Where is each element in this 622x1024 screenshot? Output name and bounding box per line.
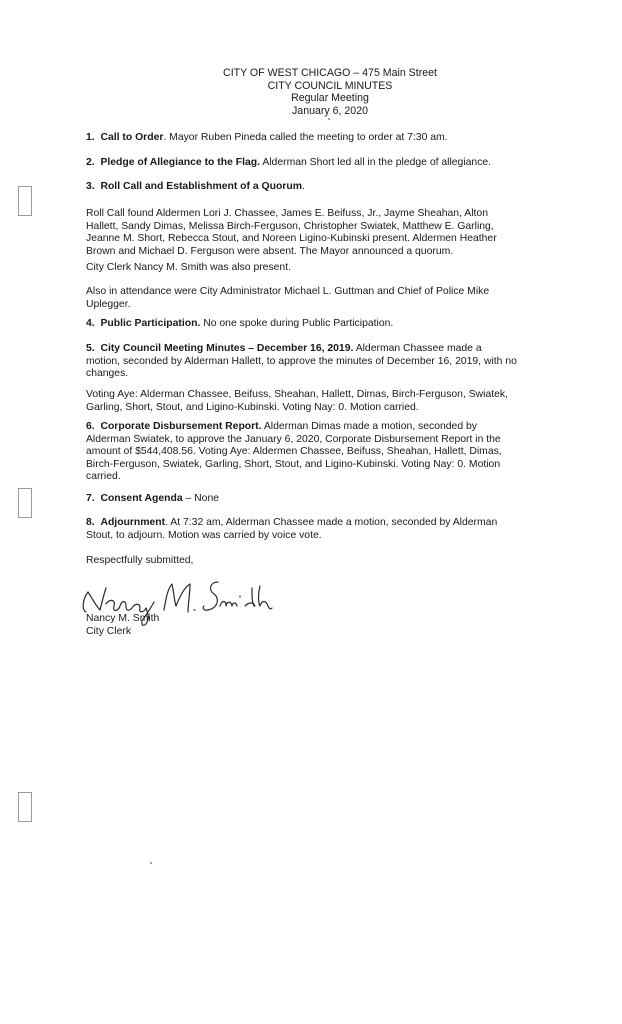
disbursement-paragraph <box>86 434 556 484</box>
section-text: Alderman Short led all in the pledge of allegiance. <box>260 157 492 168</box>
section-title: Roll Call and Establishment of a Quorum <box>100 181 302 192</box>
signature-block <box>86 613 556 638</box>
section-meeting-minutes <box>86 343 566 356</box>
section-title: Adjournment <box>100 517 166 528</box>
vote-line: Garling, Short, Stout, and Ligino-Kubinski. Voting Nay: 0. Motion carried. <box>86 401 419 413</box>
header-meeting-date: January 6, 2020 <box>292 104 368 117</box>
section-title: Call to Order <box>100 132 164 143</box>
section-text: No one spoke during Public Participation. <box>200 318 394 329</box>
section-text: . At 7:32 am, Alderman Chassee made a motion, seconded by Alderman <box>165 517 498 528</box>
minutes-paragraph <box>86 356 556 381</box>
vote-line: Voting Aye: Alderman Chassee, Beifuss, Sheahan, Hallett, Dimas, Birch-Ferguson, Swiatek, <box>86 389 508 400</box>
adjournment-line: Stout, to adjourn. Motion was carried by voice vote. <box>86 529 322 541</box>
scan-speck <box>150 862 152 864</box>
header-council-minutes: CITY COUNCIL MINUTES <box>267 79 393 92</box>
minutes-line: motion, seconded by Alderman Hallett, to approve the minutes of December 16, 2019, with no <box>86 355 517 367</box>
attendance-line: Also in attendance were City Administrator Michael L. Guttman and Chief of Police Mike <box>86 286 490 297</box>
vote-paragraph <box>86 389 556 414</box>
section-corporate-disbursement <box>86 421 566 434</box>
closing-paragraph <box>86 555 556 568</box>
roll-call-line: Roll Call found Aldermen Lori J. Chassee, James E. Beifuss, Jr., Jayme Sheahan, Alton <box>86 208 488 219</box>
section-number: 8. <box>86 517 95 528</box>
disbursement-line: amount of $544,408.56. Voting Aye: Aldermen Chassee, Beifuss, Sheahan, Hallett, Dimas, <box>86 446 502 458</box>
disbursement-line: Alderman Swiatek, to approve the January 6, 2020, Corporate Disbursement Report in the <box>86 433 501 445</box>
section-number: 5. <box>86 343 95 354</box>
clerk-present-paragraph <box>86 262 556 275</box>
section-text: . <box>301 181 305 192</box>
adjournment-paragraph <box>86 530 556 543</box>
punch-hole-top <box>18 186 32 216</box>
section-adjournment <box>86 517 566 530</box>
section-number: 2. <box>86 157 95 168</box>
document-header <box>0 67 622 117</box>
roll-call-line: Jeanne M. Short, Rebecca Stout, and Noreen Ligino-Kubinski present. Aldermen Heather <box>86 233 497 245</box>
section-text: – None <box>182 493 220 504</box>
disbursement-line: Birch-Ferguson, Swiatek, Garling, Short, Stout, and Ligino-Kubinski. Voting Nay: 0. Motion <box>86 458 501 470</box>
section-number: 3. <box>86 181 95 192</box>
section-text: Alderman Chassee made a <box>353 343 482 354</box>
punch-hole-bottom <box>18 792 32 822</box>
signatory-name: Nancy M. Smith <box>86 613 160 624</box>
roll-call-paragraph <box>86 208 556 258</box>
section-roll-call <box>86 181 566 194</box>
roll-call-line: Hallett, Sandy Dimas, Melissa Birch-Ferguson, Christopher Swiatek, Matthew E. Garling, <box>86 220 494 232</box>
minutes-line: changes. <box>86 368 129 380</box>
section-title: City Council Meeting Minutes – December 16, 2019. <box>100 343 354 354</box>
attendance-line: Uplegger. <box>86 298 131 310</box>
clerk-present-line: City Clerk Nancy M. Smith was also present. <box>86 262 291 273</box>
section-title: Pledge of Allegiance to the Flag. <box>100 157 260 168</box>
section-title: Corporate Disbursement Report. <box>100 421 262 432</box>
section-consent-agenda <box>86 493 566 506</box>
section-call-to-order <box>86 132 566 145</box>
disbursement-line: carried. <box>86 471 121 483</box>
section-title: Consent Agenda <box>100 493 183 504</box>
signatory-role: City Clerk <box>86 625 132 637</box>
section-number: 1. <box>86 132 95 143</box>
section-public-participation <box>86 318 566 331</box>
section-number: 7. <box>86 493 95 504</box>
section-text: Alderman Dimas made a motion, seconded by <box>261 421 477 432</box>
closing-line: Respectfully submitted, <box>86 555 194 566</box>
section-title: Public Participation. <box>100 318 201 329</box>
section-number: 4. <box>86 318 95 329</box>
punch-hole-middle <box>18 488 32 518</box>
header-meeting-type: Regular Meeting <box>291 92 369 104</box>
section-text: . Mayor Ruben Pineda called the meeting to order at 7:30 am. <box>163 132 448 143</box>
roll-call-line: Brown and Michael D. Ferguson were absent. The Mayor announced a quorum. <box>86 245 454 257</box>
attendance-paragraph <box>86 286 556 311</box>
section-pledge <box>86 157 566 170</box>
header-city-address: CITY OF WEST CHICAGO – 475 Main Street <box>223 67 437 79</box>
scan-speck <box>328 118 330 120</box>
section-number: 6. <box>86 421 95 432</box>
